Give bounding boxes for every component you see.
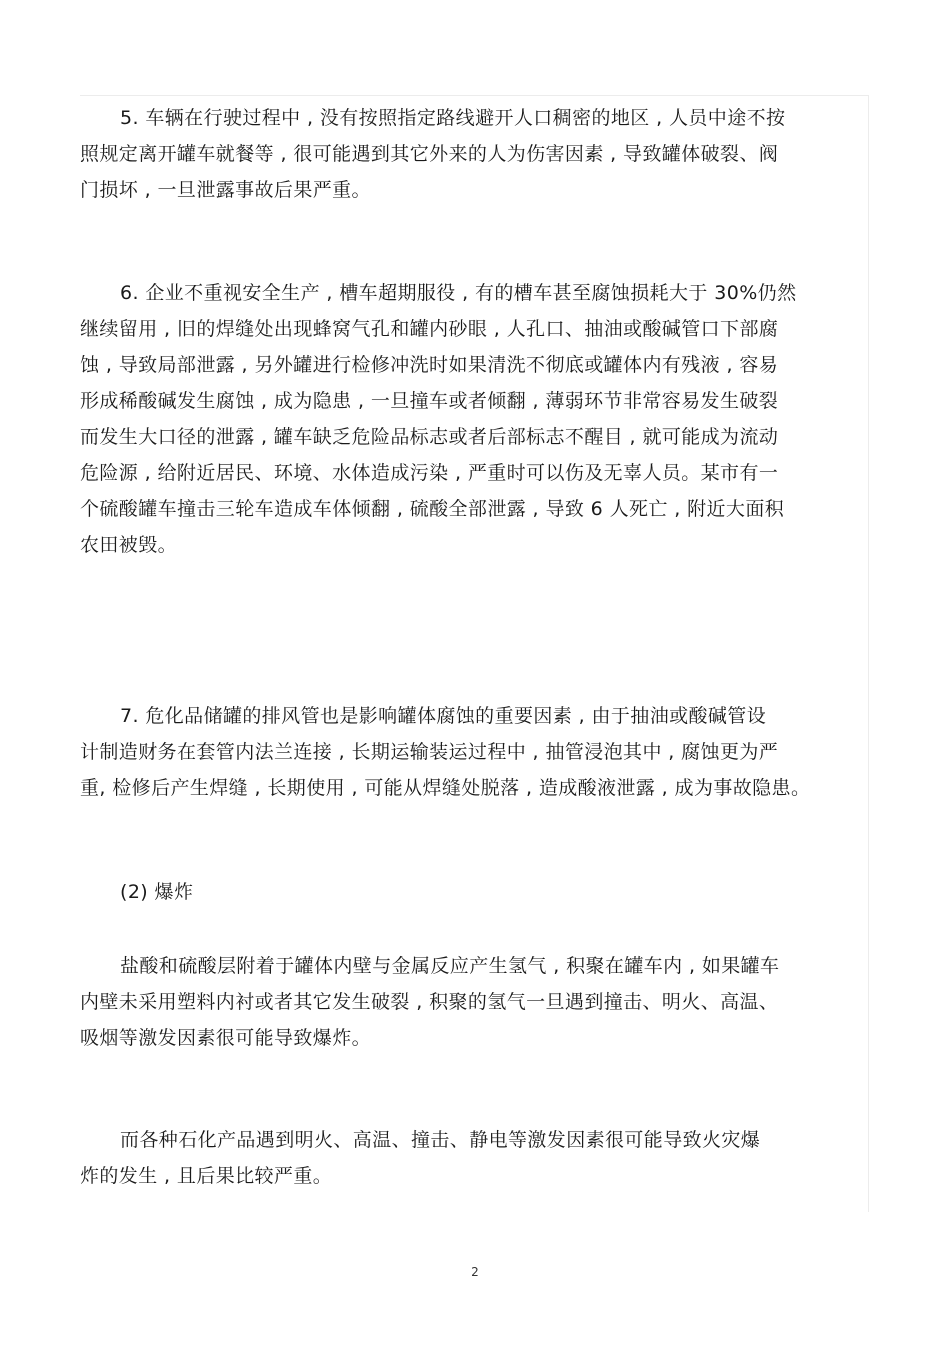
text-line: 6. 企业不重视安全生产 , 槽车超期服役 , 有的槽车甚至腐蚀损耗大于 30%仍然 xyxy=(120,282,797,304)
page-number: 2 xyxy=(471,1265,479,1279)
text-line: 继续留用 , 旧的焊缝处出现蜂窝气孔和罐内砂眼 , 人孔口、抽油或酸碱管口下部腐 xyxy=(80,318,779,340)
text-line: 个硫酸罐车撞击三轮车造成车体倾翻 , 硫酸全部泄露 , 导致 6 人死亡 , 附近大面积 xyxy=(80,498,785,520)
text-line: 而各种石化产品遇到明火、高温、撞击、静电等激发因素很可能导致火灾爆 xyxy=(120,1129,761,1151)
text-line: 照规定离开罐车就餐等 , 很可能遇到其它外来的人为伤害因素 , 导致罐体破裂、阀 xyxy=(80,143,779,165)
text-line: 7. 危化品储罐的排风管也是影响罐体腐蚀的重要因素 , 由于抽油或酸碱管设 xyxy=(120,705,767,727)
text-line: 形成稀酸碱发生腐蚀 , 成为隐患 , 一旦撞车或者倾翻 , 薄弱环节非常容易发生破裂 xyxy=(80,390,779,412)
paragraph-5 xyxy=(80,100,860,208)
text-line: 重, 检修后产生焊缝 , 长期使用 , 可能从焊缝处脱落 , 造成酸液泄露 , 成为事故隐患。 xyxy=(80,777,811,799)
text-line: 农田被毁。 xyxy=(80,534,178,556)
paragraph-7 xyxy=(80,698,860,806)
paragraph-petrochemical xyxy=(80,1122,860,1194)
paragraph-6 xyxy=(80,275,860,563)
text-line: 吸烟等激发因素很可能导致爆炸。 xyxy=(80,1027,372,1049)
text-line: 蚀 , 导致局部泄露 , 另外罐进行检修冲洗时如果清洗不彻底或罐体内有残液 , 容易 xyxy=(80,354,779,376)
text-line: 而发生大口径的泄露 , 罐车缺乏危险品标志或者后部标志不醒目 , 就可能成为流动 xyxy=(80,426,779,448)
text-line: 内壁未采用塑料内衬或者其它发生破裂 , 积聚的氢气一旦遇到撞击、明火、高温、 xyxy=(80,991,779,1013)
text-line: 危险源 , 给附近居民、环境、水体造成污染 , 严重时可以伤及无辜人员。某市有一 xyxy=(80,462,779,484)
text-line: 盐酸和硫酸层附着于罐体内壁与金属反应产生氢气 , 积聚在罐车内 , 如果罐车 xyxy=(120,955,780,977)
text-line: 门损坏 , 一旦泄露事故后果严重。 xyxy=(80,179,371,201)
paragraph-explosion xyxy=(80,948,860,1056)
text-line: 5. 车辆在行驶过程中 , 没有按照指定路线避开人口稠密的地区 , 人员中途不按 xyxy=(120,107,786,129)
text-line: 计制造财务在套管内法兰连接 , 长期运输装运过程中 , 抽管浸泡其中 , 腐蚀更为严 xyxy=(80,741,779,763)
text-line: 炸的发生 , 且后果比较严重。 xyxy=(80,1165,333,1187)
section-heading xyxy=(80,874,860,910)
heading-text: (2) 爆炸 xyxy=(120,881,194,903)
